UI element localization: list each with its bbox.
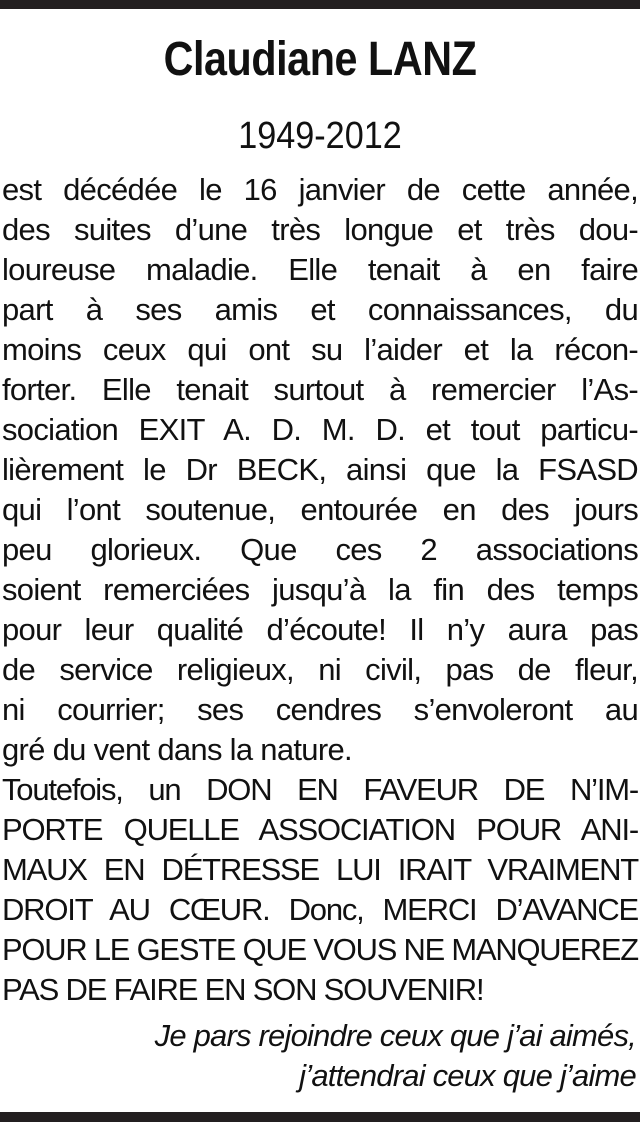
text-line: pour leur qualité d’écoute! Il n’y aura pas	[2, 612, 638, 647]
text-line: Toutefois, un DON EN FAVEUR DE N’IM-	[2, 772, 638, 807]
obituary-text	[2, 170, 638, 1010]
text-line: sociation EXIT A. D. M. D. et tout particu-	[2, 412, 638, 447]
text-line: PORTE QUELLE ASSOCIATION POUR ANI-	[2, 812, 638, 847]
obituary-paragraph-2	[2, 770, 638, 1010]
life-years: 1949-2012	[238, 115, 402, 157]
obituary-paragraph-1	[2, 170, 638, 770]
text-line: gré du vent dans la nature.	[2, 732, 352, 767]
text-line: moins ceux qui ont su l’aider et la récon-	[2, 332, 638, 367]
text-line: forter. Elle tenait surtout à remercier l’As-	[2, 372, 638, 407]
text-line: PAS DE FAIRE EN SON SOUVENIR!	[2, 972, 484, 1007]
deceased-name: Claudiane LANZ	[163, 33, 477, 86]
text-line: qui l’ont soutenue, entourée en des jours	[2, 492, 638, 527]
text-line: soient remerciées jusqu’à la fin des temps	[2, 572, 638, 607]
text-line: MAUX EN DÉTRESSE LUI IRAIT VRAIMENT	[2, 852, 638, 887]
text-line: part à ses amis et connaissances, du	[2, 292, 638, 327]
verse-line: j’attendrai ceux que j’aime	[299, 1058, 636, 1093]
text-line: loureuse maladie. Elle tenait à en faire	[2, 252, 638, 287]
text-line: de service religieux, ni civil, pas de fleur,	[2, 652, 638, 687]
bottom-border-rule	[0, 1112, 640, 1122]
text-line: peu glorieux. Que ces 2 associations	[2, 532, 638, 567]
text-line: des suites d’une très longue et très dou-	[2, 212, 638, 247]
text-line: POUR LE GESTE QUE VOUS NE MANQUEREZ	[2, 932, 638, 967]
top-border-rule	[0, 0, 640, 9]
text-line: ni courrier; ses cendres s’envoleront au	[2, 692, 638, 727]
text-line: lièrement le Dr BECK, ainsi que la FSASD	[2, 452, 638, 487]
text-line: DROIT AU CŒUR. Donc, MERCI D’AVANCE	[2, 892, 638, 927]
text-line: est décédée le 16 janvier de cette année,	[2, 172, 638, 207]
closing-verse	[0, 1016, 636, 1096]
verse-line: Je pars rejoindre ceux que j’ai aimés,	[154, 1018, 636, 1053]
